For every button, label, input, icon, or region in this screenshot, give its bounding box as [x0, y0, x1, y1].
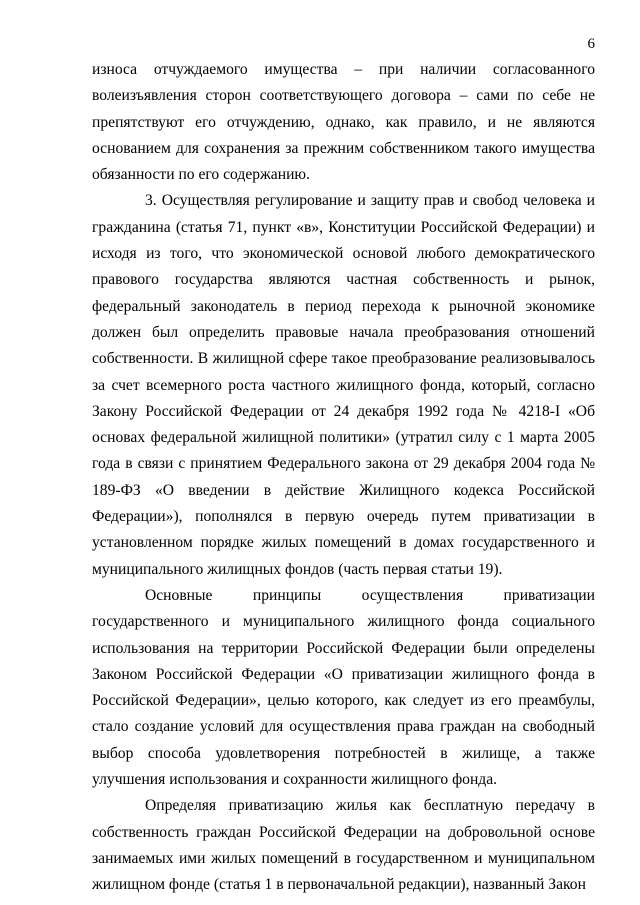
paragraph-privatization-definition: Определяя приватизацию жилья как бесплатную передачу в собственность граждан Российской Федерации на добровольной основе занимаемых ими жилых помещений в государственном и муниципальном жилищном фонде (статья 1 в первоначальной редакции), названный Закон	[92, 797, 595, 894]
paragraph-continuation: износа отчуждаемого имущества – при наличии согласованного волеизъявления сторон соответствующего договора – сами по себе не препятствуют его отчуждению, однако, как правило, и не являются основанием для сохранения за прежним собственником такого имущества обязанности по его содержанию.	[92, 61, 595, 184]
paragraph-section-3: 3. Осуществляя регулирование и защиту прав и свобод человека и гражданина (статья 71, пункт «в», Конституции Российской Федерации) и исходя из того, что экономической основой любого демократического правового государства являются частная собственность и рынок, федеральный законодатель в период перехода к рыночной экономике должен был определить правовые начала преобразования отношений собственности. В жилищной сфере такое преобразование реализовывалось за счет всемерного роста частного жилищного фонда, который, согласно Закону Российской Федерации от 24 декабря 1992 года № 4218-I «Об основах федеральной жилищной политики» (утратил силу с 1 марта 2005 года в связи с принятием Федерального закона от 29 декабря 2004 года № 189-ФЗ «О введении в действие Жилищного кодекса Российской Федерации»), пополнялся в первую очередь путем приватизации в установленном порядке жилых помещений в домах государственного и муниципального жилищных фондов (часть первая статьи 19).	[92, 192, 595, 578]
body-text	[92, 57, 595, 899]
paragraph-privatization-principles: Основные принципы осуществления приватизации государственного и муниципального жилищного фонда социального использования на территории Российской Федерации были определены Законом Российской Федерации «О приватизации жилищного фонда в Российской Федерации», целью которого, как следует из его преамбулы, стало создание условий для осуществления права граждан на свободный выбор способа удовлетворения потребностей в жилище, а также улучшения использования и сохранности жилищного фонда.	[92, 586, 595, 789]
page-number: 6	[587, 36, 595, 52]
